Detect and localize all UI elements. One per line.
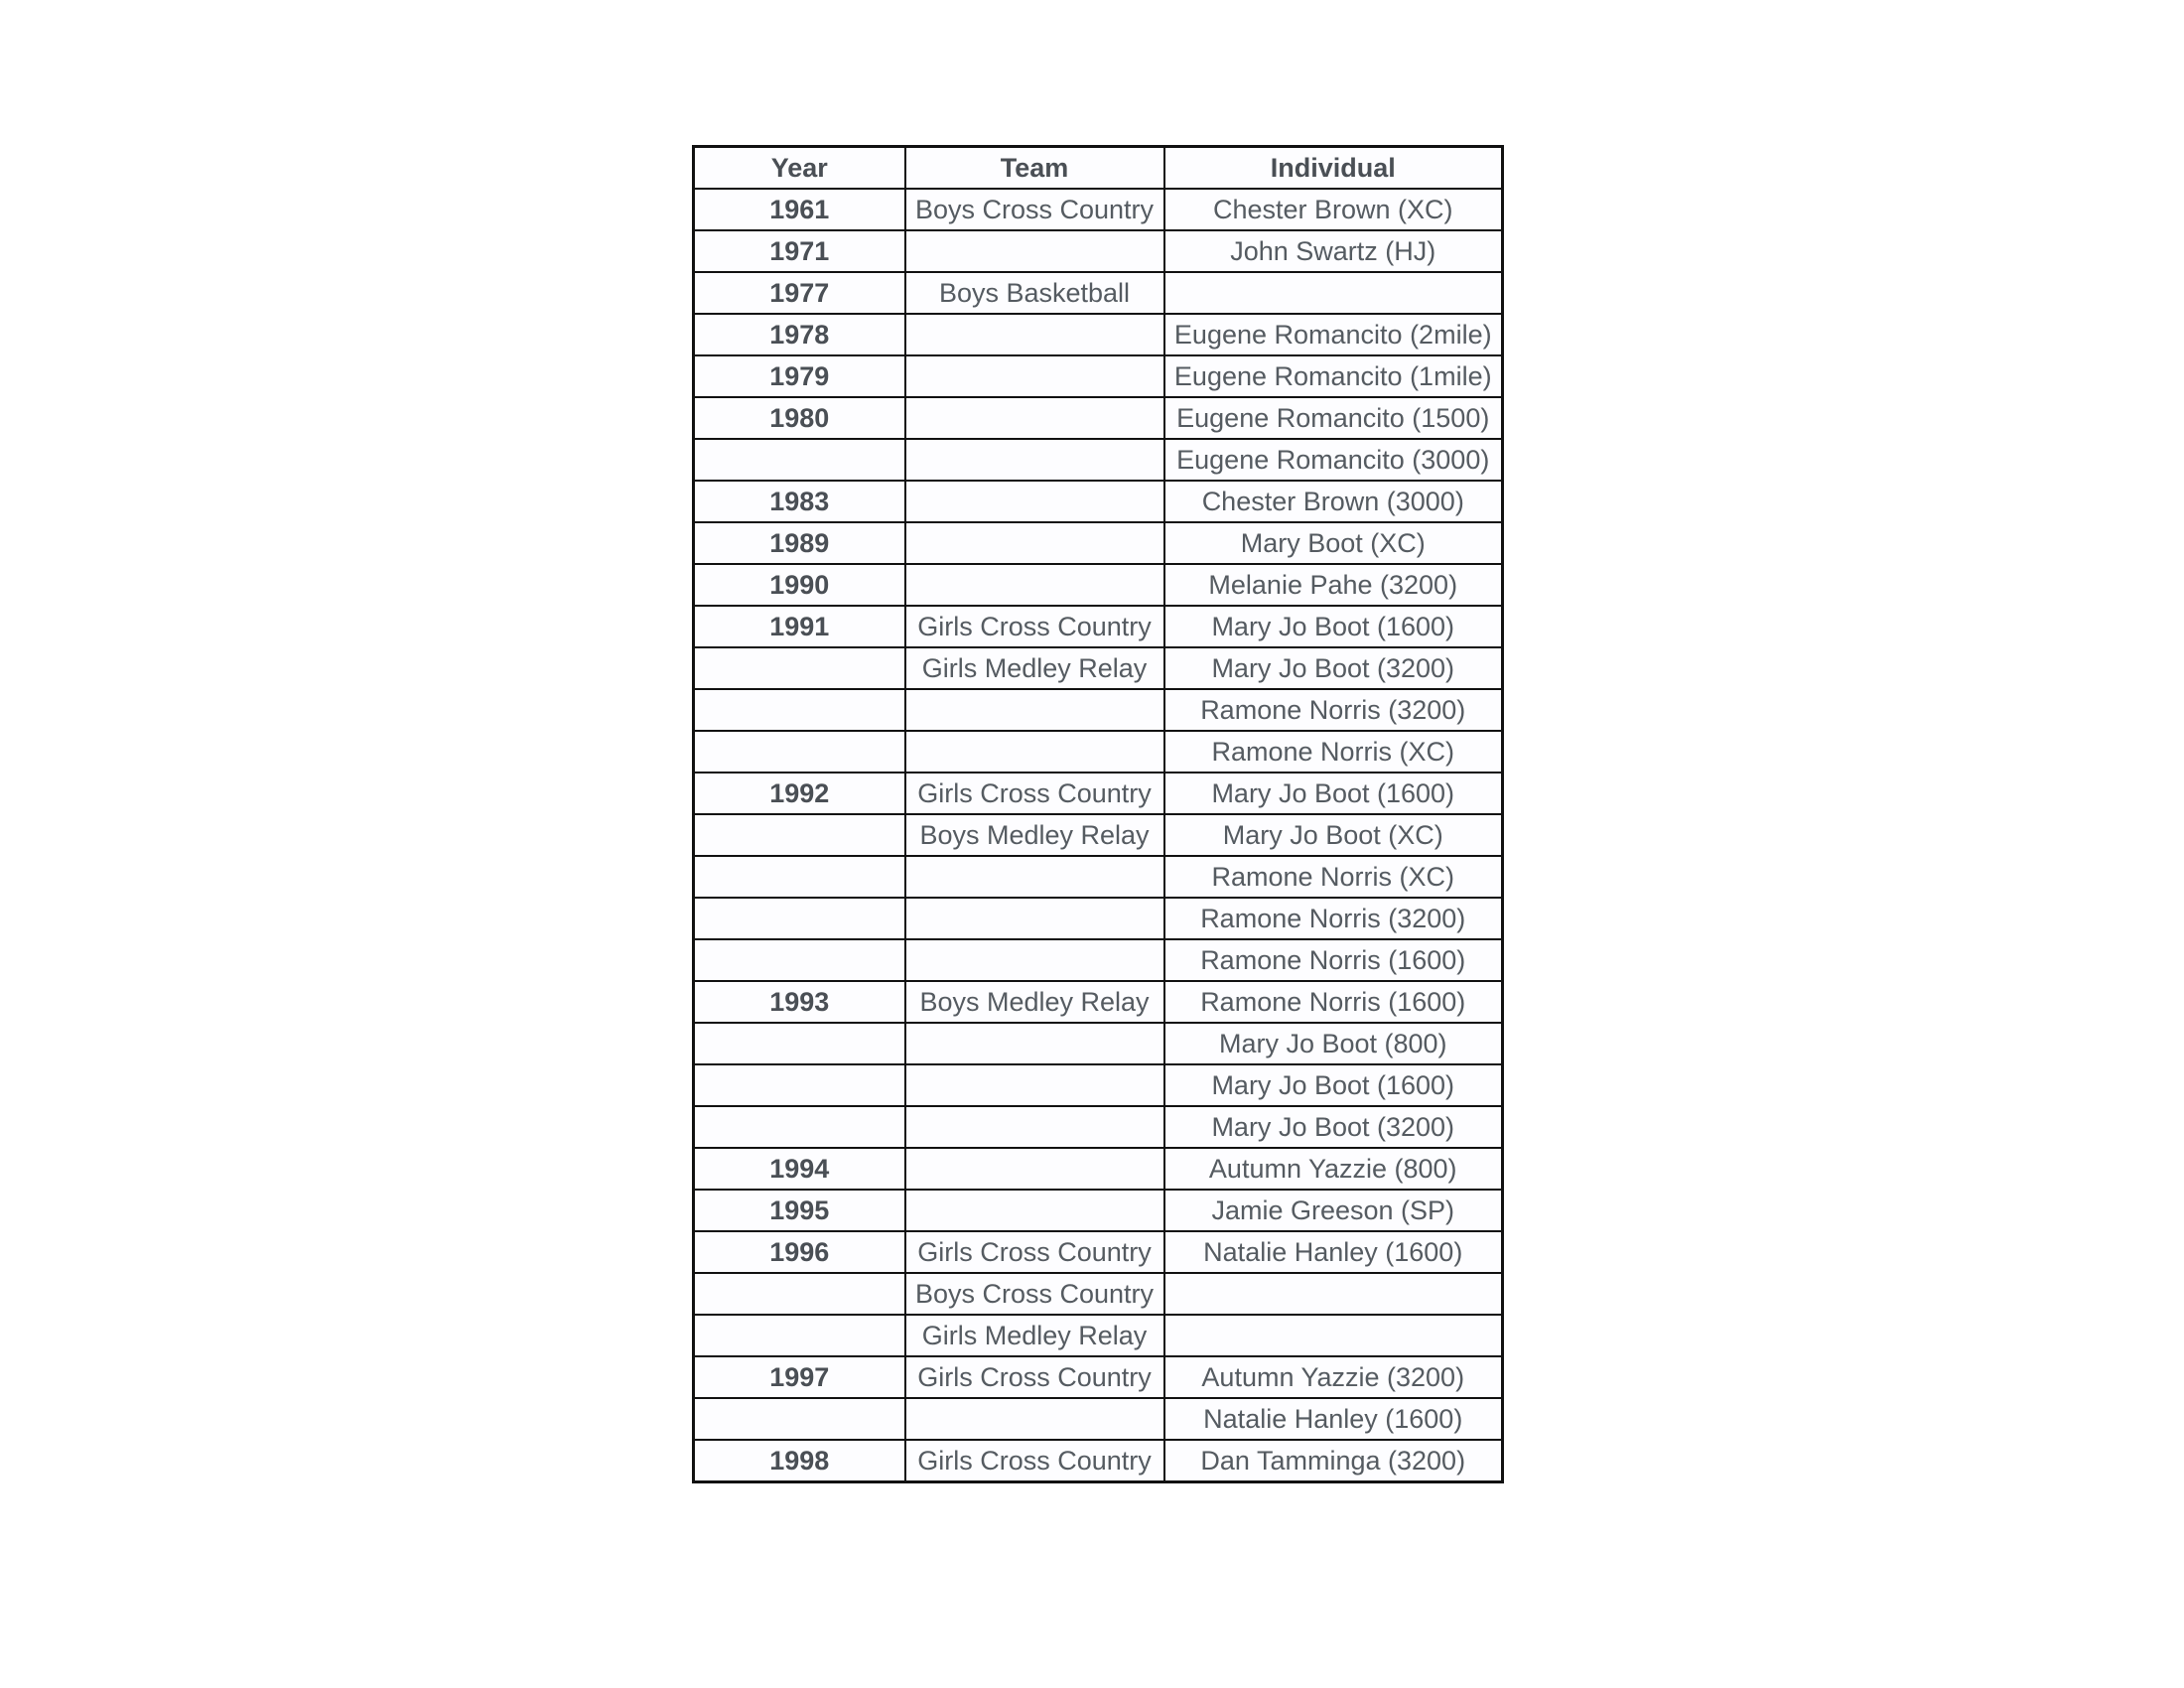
individual-cell: Dan Tamminga (3200) — [1164, 1440, 1503, 1482]
table-row — [694, 689, 1503, 731]
table-row — [694, 355, 1503, 397]
championships-table — [692, 145, 1504, 1483]
individual-cell: Autumn Yazzie (3200) — [1164, 1356, 1503, 1398]
year-cell — [694, 647, 905, 689]
team-cell — [905, 355, 1164, 397]
individual-cell: Natalie Hanley (1600) — [1164, 1398, 1503, 1440]
team-cell — [905, 1023, 1164, 1064]
individual-cell: Chester Brown (XC) — [1164, 189, 1503, 230]
team-cell: Boys Cross Country — [905, 1273, 1164, 1315]
team-cell — [905, 1148, 1164, 1190]
table-row — [694, 397, 1503, 439]
individual-cell: Mary Jo Boot (800) — [1164, 1023, 1503, 1064]
team-cell — [905, 564, 1164, 606]
individual-cell: Eugene Romancito (1mile) — [1164, 355, 1503, 397]
header-team: Team — [905, 147, 1164, 190]
individual-cell — [1164, 1273, 1503, 1315]
individual-cell: Ramone Norris (XC) — [1164, 856, 1503, 898]
table-row — [694, 1023, 1503, 1064]
year-cell: 1993 — [694, 981, 905, 1023]
table-row — [694, 314, 1503, 355]
table-row — [694, 439, 1503, 481]
table-row — [694, 606, 1503, 647]
year-cell: 1996 — [694, 1231, 905, 1273]
table-row — [694, 731, 1503, 773]
team-cell — [905, 314, 1164, 355]
team-cell — [905, 230, 1164, 272]
year-cell — [694, 1398, 905, 1440]
table-row — [694, 1398, 1503, 1440]
table-row — [694, 522, 1503, 564]
header-individual: Individual — [1164, 147, 1503, 190]
table-row — [694, 773, 1503, 814]
table-row — [694, 481, 1503, 522]
year-cell: 1977 — [694, 272, 905, 314]
individual-cell: Jamie Greeson (SP) — [1164, 1190, 1503, 1231]
team-cell: Girls Cross Country — [905, 606, 1164, 647]
individual-cell: Mary Jo Boot (1600) — [1164, 1064, 1503, 1106]
team-cell: Girls Medley Relay — [905, 647, 1164, 689]
individual-cell: Eugene Romancito (2mile) — [1164, 314, 1503, 355]
year-cell — [694, 1315, 905, 1356]
table-row — [694, 1231, 1503, 1273]
team-cell — [905, 439, 1164, 481]
year-cell — [694, 1273, 905, 1315]
year-cell — [694, 1023, 905, 1064]
individual-cell: Chester Brown (3000) — [1164, 481, 1503, 522]
year-cell — [694, 731, 905, 773]
team-cell: Girls Medley Relay — [905, 1315, 1164, 1356]
table-row — [694, 1440, 1503, 1482]
team-cell: Girls Cross Country — [905, 1356, 1164, 1398]
table-row — [694, 272, 1503, 314]
table-row — [694, 856, 1503, 898]
table-row — [694, 1064, 1503, 1106]
team-cell — [905, 898, 1164, 939]
individual-cell: Mary Jo Boot (XC) — [1164, 814, 1503, 856]
table-row — [694, 1315, 1503, 1356]
team-cell — [905, 689, 1164, 731]
team-cell — [905, 856, 1164, 898]
individual-cell: Ramone Norris (3200) — [1164, 898, 1503, 939]
team-cell: Boys Basketball — [905, 272, 1164, 314]
year-cell — [694, 939, 905, 981]
table-row — [694, 189, 1503, 230]
individual-cell: Mary Jo Boot (3200) — [1164, 1106, 1503, 1148]
individual-cell: Mary Jo Boot (1600) — [1164, 773, 1503, 814]
year-cell — [694, 1064, 905, 1106]
year-cell — [694, 814, 905, 856]
team-cell — [905, 1398, 1164, 1440]
year-cell: 1961 — [694, 189, 905, 230]
individual-cell: Ramone Norris (1600) — [1164, 939, 1503, 981]
table-row — [694, 981, 1503, 1023]
team-cell — [905, 731, 1164, 773]
individual-cell: Melanie Pahe (3200) — [1164, 564, 1503, 606]
table-row — [694, 647, 1503, 689]
team-cell — [905, 397, 1164, 439]
table-row — [694, 564, 1503, 606]
team-cell — [905, 939, 1164, 981]
year-cell: 1991 — [694, 606, 905, 647]
table-row — [694, 230, 1503, 272]
year-cell: 1994 — [694, 1148, 905, 1190]
individual-cell: Ramone Norris (XC) — [1164, 731, 1503, 773]
table-row — [694, 1273, 1503, 1315]
year-cell: 1998 — [694, 1440, 905, 1482]
individual-cell: John Swartz (HJ) — [1164, 230, 1503, 272]
year-cell: 1997 — [694, 1356, 905, 1398]
individual-cell — [1164, 1315, 1503, 1356]
individual-cell: Ramone Norris (1600) — [1164, 981, 1503, 1023]
team-cell — [905, 1190, 1164, 1231]
year-cell — [694, 856, 905, 898]
team-cell: Girls Cross Country — [905, 1231, 1164, 1273]
table-row — [694, 1106, 1503, 1148]
year-cell: 1979 — [694, 355, 905, 397]
individual-cell: Eugene Romancito (1500) — [1164, 397, 1503, 439]
year-cell: 1980 — [694, 397, 905, 439]
team-cell: Boys Medley Relay — [905, 814, 1164, 856]
individual-cell: Mary Jo Boot (3200) — [1164, 647, 1503, 689]
table-header — [694, 147, 1503, 190]
year-cell: 1989 — [694, 522, 905, 564]
team-cell — [905, 1106, 1164, 1148]
team-cell: Boys Cross Country — [905, 189, 1164, 230]
individual-cell: Mary Boot (XC) — [1164, 522, 1503, 564]
header-row — [694, 147, 1503, 190]
year-cell: 1990 — [694, 564, 905, 606]
year-cell: 1992 — [694, 773, 905, 814]
year-cell: 1983 — [694, 481, 905, 522]
individual-cell: Natalie Hanley (1600) — [1164, 1231, 1503, 1273]
team-cell — [905, 481, 1164, 522]
team-cell — [905, 522, 1164, 564]
table-row — [694, 814, 1503, 856]
individual-cell: Ramone Norris (3200) — [1164, 689, 1503, 731]
year-cell: 1978 — [694, 314, 905, 355]
table-body — [694, 189, 1503, 1482]
team-cell: Boys Medley Relay — [905, 981, 1164, 1023]
year-cell — [694, 1106, 905, 1148]
team-cell: Girls Cross Country — [905, 773, 1164, 814]
table-row — [694, 1190, 1503, 1231]
year-cell — [694, 439, 905, 481]
table-row — [694, 1356, 1503, 1398]
year-cell: 1971 — [694, 230, 905, 272]
table-row — [694, 898, 1503, 939]
individual-cell: Eugene Romancito (3000) — [1164, 439, 1503, 481]
year-cell: 1995 — [694, 1190, 905, 1231]
individual-cell: Mary Jo Boot (1600) — [1164, 606, 1503, 647]
table-row — [694, 939, 1503, 981]
team-cell — [905, 1064, 1164, 1106]
year-cell — [694, 689, 905, 731]
individual-cell: Autumn Yazzie (800) — [1164, 1148, 1503, 1190]
team-cell: Girls Cross Country — [905, 1440, 1164, 1482]
header-year: Year — [694, 147, 905, 190]
individual-cell — [1164, 272, 1503, 314]
table-row — [694, 1148, 1503, 1190]
year-cell — [694, 898, 905, 939]
